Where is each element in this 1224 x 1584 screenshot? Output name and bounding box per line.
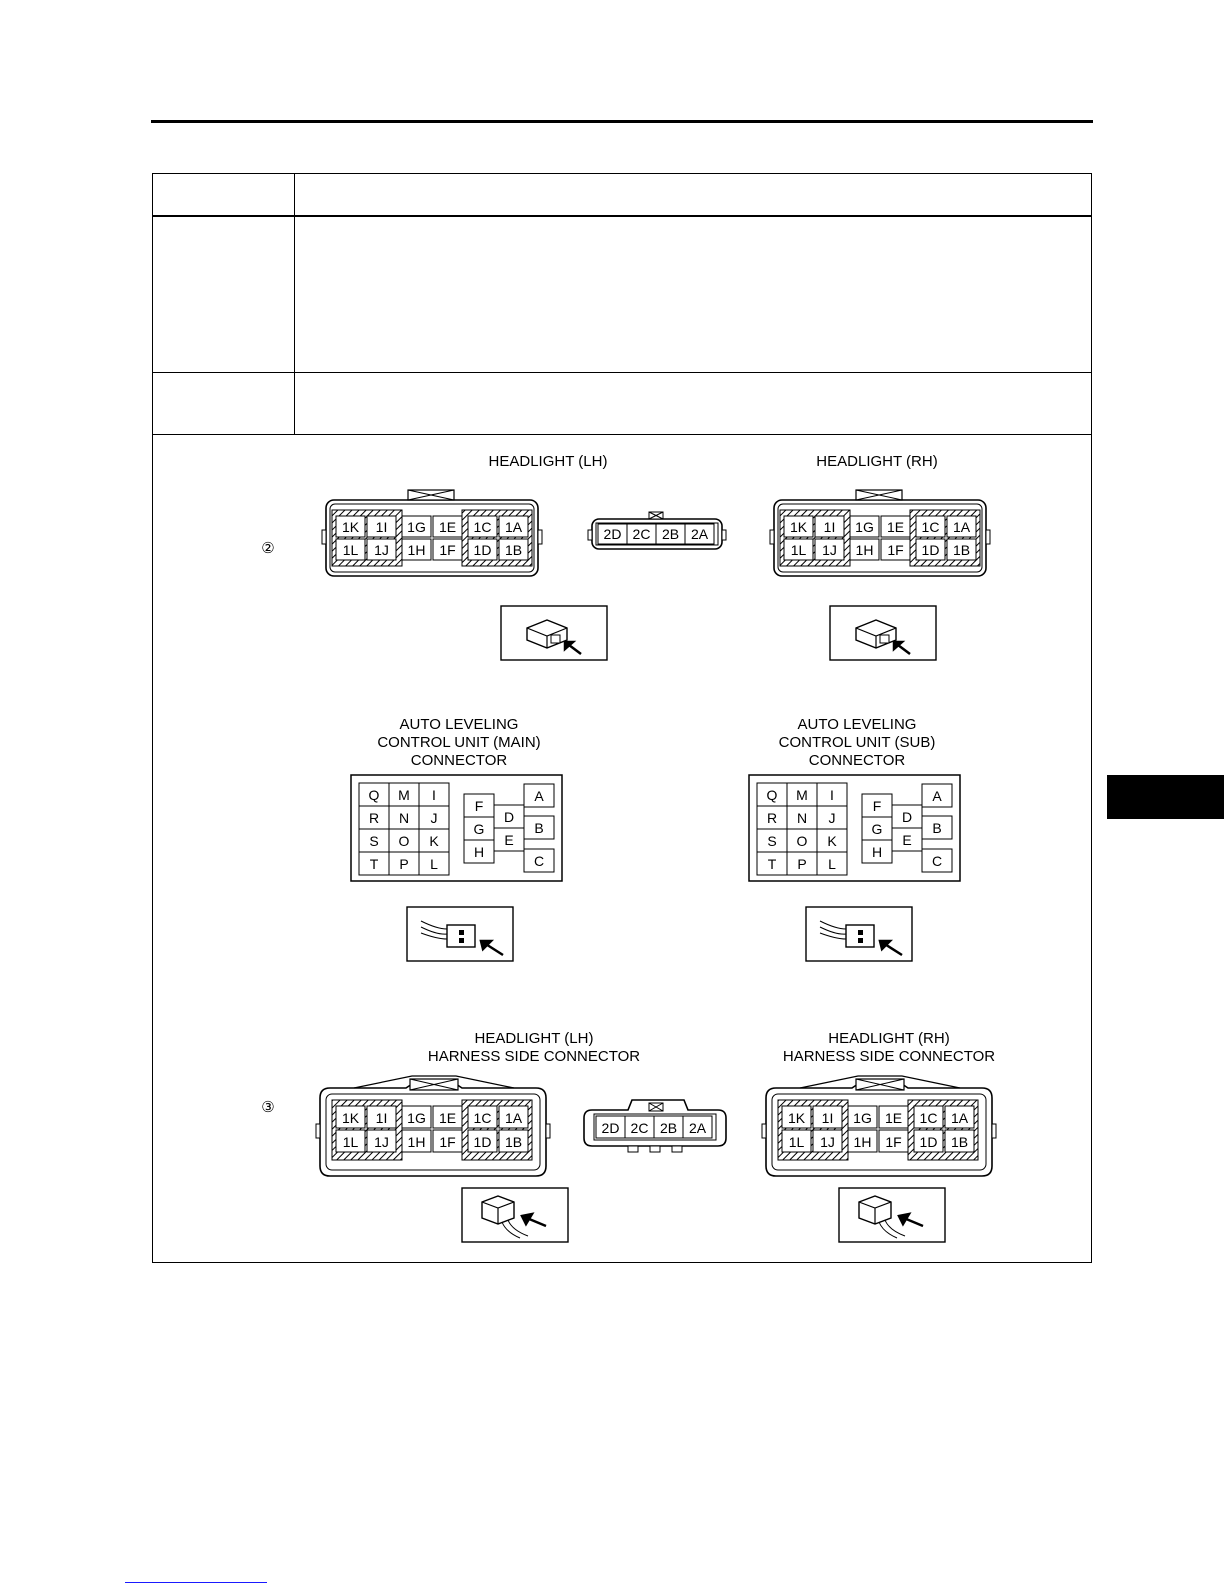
title-line: HARNESS SIDE CONNECTOR bbox=[782, 1048, 996, 1065]
pin-label: 1B bbox=[952, 542, 971, 558]
headlight-rh-title: HEADLIGHT (RH) bbox=[816, 453, 938, 470]
section-tab bbox=[1107, 775, 1224, 819]
pin-label: 1C bbox=[473, 519, 492, 535]
title-line: HEADLIGHT (RH) bbox=[828, 1030, 950, 1047]
pin-label: 2C bbox=[630, 1120, 649, 1136]
pin-label: 1B bbox=[950, 1134, 969, 1150]
pin-label: 1C bbox=[919, 1110, 938, 1126]
pin-label: 1G bbox=[855, 519, 874, 535]
pin-label: 1I bbox=[375, 1110, 388, 1126]
pin-label: L bbox=[430, 856, 438, 872]
pin-label: T bbox=[369, 856, 379, 872]
harness-view-icon bbox=[806, 907, 912, 961]
pin-label: Q bbox=[368, 787, 380, 803]
pin-label: 1A bbox=[504, 519, 523, 535]
pin-label: 1E bbox=[884, 1110, 903, 1126]
pin-label: J bbox=[828, 810, 836, 826]
title-line: AUTO LEVELING bbox=[399, 716, 519, 733]
pin-label: A bbox=[932, 788, 942, 804]
pin-label: P bbox=[797, 856, 807, 872]
pin-label: P bbox=[399, 856, 409, 872]
pin-label: 1B bbox=[504, 542, 523, 558]
pin-label: 1K bbox=[341, 1110, 360, 1126]
pin-label: D bbox=[901, 809, 913, 825]
pin-label: L bbox=[828, 856, 836, 872]
pin-label: M bbox=[796, 787, 808, 803]
pin-label: 1E bbox=[438, 519, 457, 535]
step-marker-2: ② bbox=[261, 540, 275, 557]
pin-label: H bbox=[871, 844, 883, 860]
pin-label: 1E bbox=[886, 519, 905, 535]
pin-label: F bbox=[474, 798, 484, 814]
title-line: CONTROL UNIT (MAIN) bbox=[377, 734, 541, 751]
harness-view-icon bbox=[462, 1188, 568, 1242]
pin-label: 1F bbox=[439, 1134, 456, 1150]
pin-label: 1A bbox=[504, 1110, 523, 1126]
pin-label: G bbox=[473, 821, 485, 837]
pin-label: 1J bbox=[820, 1134, 835, 1150]
title-line: HARNESS SIDE CONNECTOR bbox=[427, 1048, 641, 1065]
pin-label: 1D bbox=[473, 1134, 492, 1150]
title-line: HEADLIGHT (LH) bbox=[474, 1030, 594, 1047]
connector-view-icon bbox=[830, 606, 936, 660]
pin-label: A bbox=[534, 788, 544, 804]
connector-view-icon bbox=[501, 606, 607, 660]
pin-label: 1C bbox=[921, 519, 940, 535]
pin-label: 1H bbox=[853, 1134, 872, 1150]
pin-label: 1H bbox=[855, 542, 874, 558]
headlight-lh-harness-title bbox=[428, 1030, 640, 1065]
harness-view-icon bbox=[407, 907, 513, 961]
pin-label: E bbox=[902, 832, 912, 848]
headlight-rh-harness-title bbox=[783, 1030, 995, 1065]
pin-label: 1D bbox=[473, 542, 492, 558]
pin-label: 1F bbox=[887, 542, 904, 558]
pin-label: 1L bbox=[788, 1134, 805, 1150]
pin-label: G bbox=[871, 821, 883, 837]
pin-label: C bbox=[533, 853, 545, 869]
pin-label: 1A bbox=[950, 1110, 969, 1126]
pin-label: 1A bbox=[952, 519, 971, 535]
pin-label: K bbox=[429, 833, 439, 849]
pin-label: 1B bbox=[504, 1134, 523, 1150]
headlight-small-pins bbox=[598, 524, 714, 544]
step-marker-3: ③ bbox=[261, 1099, 275, 1116]
pin-label: Q bbox=[766, 787, 778, 803]
title-line: AUTO LEVELING bbox=[797, 716, 917, 733]
pin-label: B bbox=[534, 820, 544, 836]
pin-label: 1J bbox=[374, 542, 389, 558]
pin-label: 2C bbox=[632, 526, 651, 542]
pin-label: 1H bbox=[407, 1134, 426, 1150]
pin-label: 1G bbox=[407, 1110, 426, 1126]
pin-label: 1I bbox=[823, 519, 836, 535]
pin-label: M bbox=[398, 787, 410, 803]
pin-label: S bbox=[369, 833, 379, 849]
auto-leveling-sub-title bbox=[779, 716, 936, 769]
pin-label: F bbox=[872, 798, 882, 814]
pin-label: 2A bbox=[690, 526, 709, 542]
pin-label: 1F bbox=[885, 1134, 902, 1150]
pin-label: 2D bbox=[601, 1120, 620, 1136]
pin-label: R bbox=[368, 810, 380, 826]
pin-label: 1I bbox=[375, 519, 388, 535]
title-line: CONTROL UNIT (SUB) bbox=[778, 734, 936, 751]
headlight-lh-title: HEADLIGHT (LH) bbox=[488, 453, 608, 470]
auto-leveling-main-title bbox=[377, 716, 540, 769]
pin-label: O bbox=[796, 833, 808, 849]
pin-label: N bbox=[796, 810, 808, 826]
pin-label: 1I bbox=[821, 1110, 834, 1126]
harness-view-icon bbox=[839, 1188, 945, 1242]
pin-label: D bbox=[503, 809, 515, 825]
pin-label: 1D bbox=[921, 542, 940, 558]
pin-label: I bbox=[830, 787, 834, 803]
pin-label: C bbox=[931, 853, 943, 869]
headlight-harness-small-pins bbox=[596, 1116, 712, 1138]
pin-label: H bbox=[473, 844, 485, 860]
pin-label: 1C bbox=[473, 1110, 492, 1126]
pin-label: B bbox=[932, 820, 942, 836]
pin-label: 1H bbox=[407, 542, 426, 558]
pin-label: 1L bbox=[342, 1134, 359, 1150]
pin-label: 2D bbox=[603, 526, 622, 542]
pin-label: T bbox=[767, 856, 777, 872]
pin-label: S bbox=[767, 833, 777, 849]
pin-label: 1G bbox=[407, 519, 426, 535]
pin-label: 1L bbox=[342, 542, 359, 558]
pin-label: 1E bbox=[438, 1110, 457, 1126]
pin-label: 2B bbox=[659, 1120, 678, 1136]
title-line: CONNECTOR bbox=[808, 752, 906, 769]
pin-label: J bbox=[430, 810, 438, 826]
pin-label: N bbox=[398, 810, 410, 826]
pin-label: 1F bbox=[439, 542, 456, 558]
pin-label: 2B bbox=[661, 526, 680, 542]
pin-label: 1J bbox=[374, 1134, 389, 1150]
pin-label: 1K bbox=[787, 1110, 806, 1126]
pin-label: I bbox=[432, 787, 436, 803]
pin-label: 1J bbox=[822, 542, 837, 558]
pin-label: O bbox=[398, 833, 410, 849]
footer-link[interactable] bbox=[125, 1582, 267, 1583]
pin-label: R bbox=[766, 810, 778, 826]
pin-label: 2A bbox=[688, 1120, 707, 1136]
pin-label: 1K bbox=[789, 519, 808, 535]
pin-label: E bbox=[504, 832, 514, 848]
title-line: CONNECTOR bbox=[410, 752, 508, 769]
pin-label: 1G bbox=[853, 1110, 872, 1126]
pin-label: 1K bbox=[341, 519, 360, 535]
pin-label: K bbox=[827, 833, 837, 849]
pin-label: 1D bbox=[919, 1134, 938, 1150]
pin-label: 1L bbox=[790, 542, 807, 558]
